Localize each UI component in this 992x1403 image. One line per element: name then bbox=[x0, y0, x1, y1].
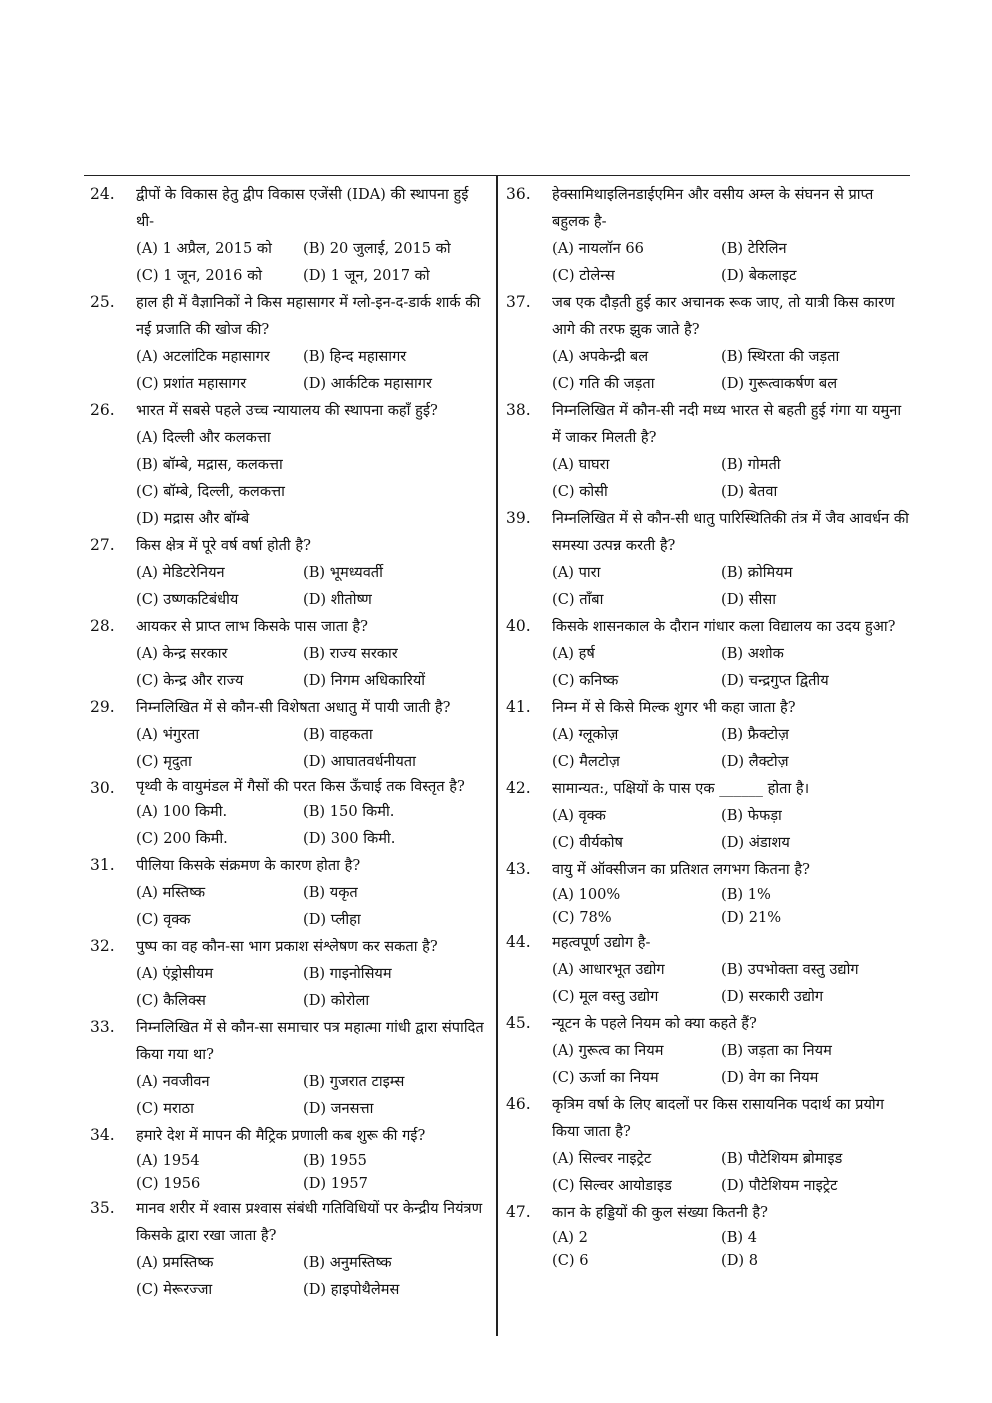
options bbox=[136, 721, 490, 775]
option-d: (D) 21% bbox=[721, 909, 782, 926]
option-c: (C) 1956 bbox=[136, 1175, 201, 1192]
option-a: (A) 1 अप्रैल, 2015 को bbox=[136, 240, 272, 257]
question-number: 40. bbox=[506, 617, 531, 635]
option-d: (D) बेतवा bbox=[721, 483, 778, 500]
option-a: (A) दिल्ली और कलकत्ता bbox=[136, 429, 271, 446]
option-c: (C) कनिष्क bbox=[552, 672, 619, 689]
question-text: निम्नलिखित में से कौन-सा समाचार पत्र महात्मा गांधी द्वारा संपादित किया गया था? bbox=[136, 1019, 484, 1063]
option-d: (D) आर्कटिक महासागर bbox=[303, 375, 432, 392]
question-number: 31. bbox=[90, 856, 115, 874]
option-a: (A) वृक्क bbox=[552, 807, 606, 824]
options bbox=[136, 343, 490, 397]
question-number: 26. bbox=[90, 401, 115, 419]
option-d: (D) हाइपोथैलेमस bbox=[303, 1281, 400, 1298]
option-b: (B) यकृत bbox=[303, 884, 358, 901]
question-text: हमारे देश में मापन की मैट्रिक प्रणाली कब शुरू की गई? bbox=[136, 1127, 426, 1144]
option-b: (B) फ्रैक्टोज़ bbox=[721, 726, 789, 743]
option-d: (D) गुरूत्वाकर्षण बल bbox=[721, 375, 838, 392]
option-c: (C) गति की जड़ता bbox=[552, 375, 655, 392]
option-d: (D) आघातवर्धनीयता bbox=[303, 753, 416, 770]
question-text: मानव शरीर में श्वास प्रश्वास संबंधी गतिविधियों पर केन्द्रीय नियंत्रण किसके द्वारा रखा जाता है? bbox=[136, 1200, 483, 1244]
option-a: (A) 1954 bbox=[136, 1152, 200, 1169]
option-d: (D) अंडाशय bbox=[721, 834, 790, 851]
options bbox=[552, 721, 910, 775]
question-27 bbox=[90, 532, 490, 613]
question-text: किस क्षेत्र में पूरे वर्ष वर्षा होती है? bbox=[136, 537, 311, 554]
option-c: (C) ऊर्जा का नियम bbox=[552, 1069, 659, 1086]
option-b: (B) 1% bbox=[721, 886, 771, 903]
question-34 bbox=[90, 1122, 490, 1195]
options bbox=[136, 1249, 490, 1303]
option-a: (A) ग्लूकोज़ bbox=[552, 726, 619, 743]
option-b: (B) पौटेशियम ब्रोमाइड bbox=[721, 1150, 843, 1167]
options bbox=[136, 1068, 490, 1122]
option-a: (A) गुरूत्व का नियम bbox=[552, 1042, 664, 1059]
question-44 bbox=[506, 929, 910, 1010]
options bbox=[552, 802, 910, 856]
question-text: वायु में ऑक्सीजन का प्रतिशत लगभग कितना है? bbox=[552, 861, 810, 878]
question-number: 47. bbox=[506, 1203, 531, 1221]
question-33 bbox=[90, 1014, 490, 1122]
question-38 bbox=[506, 397, 910, 505]
options bbox=[136, 1149, 490, 1195]
question-text: निम्नलिखित में से कौन-सी धातु पारिस्थितिकी तंत्र में जैव आवर्धन की समस्या उत्पन्न करती है? bbox=[552, 510, 909, 554]
option-b: (B) क्रोमियम bbox=[721, 564, 793, 581]
question-text: सामान्यत:, पक्षियों के पास एक ______ होता है। bbox=[552, 780, 810, 797]
option-b: (B) गाइनोसियम bbox=[303, 965, 392, 982]
option-b: (B) राज्य सरकार bbox=[303, 645, 398, 662]
options bbox=[136, 235, 490, 289]
question-number: 29. bbox=[90, 698, 115, 716]
question-46 bbox=[506, 1091, 910, 1199]
left-column bbox=[90, 181, 490, 1303]
option-b: (B) हिन्द महासागर bbox=[303, 348, 407, 365]
option-c: (C) सिल्वर आयोडाइड bbox=[552, 1177, 672, 1194]
option-a: (A) एंड्रोसीयम bbox=[136, 965, 214, 982]
question-text: भारत में सबसे पहले उच्च न्यायालय की स्थापना कहाँ हुई? bbox=[136, 402, 438, 419]
option-d: (D) मद्रास और बॉम्बे bbox=[136, 510, 250, 527]
question-30 bbox=[90, 775, 490, 852]
option-d: (D) 1957 bbox=[303, 1175, 368, 1192]
option-a: (A) पारा bbox=[552, 564, 601, 581]
options bbox=[136, 960, 490, 1014]
question-text: हाल ही में वैज्ञानिकों ने किस महासागर में ग्लो-इन-द-डार्क शार्क की नई प्रजाति की खोज की? bbox=[136, 294, 481, 338]
question-25 bbox=[90, 289, 490, 397]
options bbox=[552, 1037, 910, 1091]
option-a: (A) 100 किमी. bbox=[136, 803, 228, 820]
question-number: 46. bbox=[506, 1095, 531, 1113]
option-a: (A) मस्तिष्क bbox=[136, 884, 206, 901]
option-d: (D) प्लीहा bbox=[303, 911, 361, 928]
question-text: द्वीपों के विकास हेतु द्वीप विकास एजेंसी (IDA) की स्थापना हुई थी- bbox=[136, 186, 469, 230]
option-a: (A) केन्द्र सरकार bbox=[136, 645, 228, 662]
option-d: (D) लैक्टोज़ bbox=[721, 753, 789, 770]
option-a: (A) आधारभूत उद्योग bbox=[552, 961, 665, 978]
question-number: 24. bbox=[90, 185, 115, 203]
question-text: किसके शासनकाल के दौरान गांधार कला विद्यालय का उदय हुआ? bbox=[552, 618, 896, 635]
option-c: (C) मूल वस्तु उद्योग bbox=[552, 988, 659, 1005]
option-b: (B) उपभोक्ता वस्तु उद्योग bbox=[721, 961, 859, 978]
question-31 bbox=[90, 852, 490, 933]
question-number: 34. bbox=[90, 1126, 115, 1144]
column-divider bbox=[496, 176, 498, 1336]
option-d: (D) सरकारी उद्योग bbox=[721, 988, 824, 1005]
question-number: 45. bbox=[506, 1014, 531, 1032]
question-36 bbox=[506, 181, 910, 289]
option-a: (A) भंगुरता bbox=[136, 726, 200, 743]
question-43 bbox=[506, 856, 910, 929]
option-c: (C) मैलटोज़ bbox=[552, 753, 620, 770]
question-47 bbox=[506, 1199, 910, 1272]
option-c: (C) कैलिक्स bbox=[136, 992, 206, 1009]
option-c: (C) टोलेन्स bbox=[552, 267, 615, 284]
option-a: (A) 100% bbox=[552, 886, 621, 903]
options bbox=[552, 559, 910, 613]
question-number: 38. bbox=[506, 401, 531, 419]
question-number: 43. bbox=[506, 860, 531, 878]
option-b: (B) गुजरात टाइम्स bbox=[303, 1073, 405, 1090]
options bbox=[552, 956, 910, 1010]
option-d: (D) चन्द्रगुप्त द्वितीय bbox=[721, 672, 829, 689]
option-c: (C) 1 जून, 2016 को bbox=[136, 267, 263, 284]
option-d: (D) जनसत्ता bbox=[303, 1100, 374, 1117]
option-b: (B) बॉम्बे, मद्रास, कलकत्ता bbox=[136, 456, 283, 473]
option-d: (D) बेकलाइट bbox=[721, 267, 797, 284]
question-number: 27. bbox=[90, 536, 115, 554]
question-32 bbox=[90, 933, 490, 1014]
option-d: (D) कोरोला bbox=[303, 992, 370, 1009]
option-b: (B) 4 bbox=[721, 1229, 758, 1246]
option-c: (C) बॉम्बे, दिल्ली, कलकत्ता bbox=[136, 483, 285, 500]
option-c: (C) उष्णकटिबंधीय bbox=[136, 591, 239, 608]
option-d: (D) शीतोष्ण bbox=[303, 591, 372, 608]
option-b: (B) 20 जुलाई, 2015 को bbox=[303, 240, 451, 257]
option-b: (B) भूमध्यवर्ती bbox=[303, 564, 383, 581]
question-28 bbox=[90, 613, 490, 694]
question-45 bbox=[506, 1010, 910, 1091]
option-b: (B) 150 किमी. bbox=[303, 803, 395, 820]
question-text: आयकर से प्राप्त लाभ किसके पास जाता है? bbox=[136, 618, 369, 635]
option-a: (A) घाघरा bbox=[552, 456, 610, 473]
option-a: (A) प्रमस्तिष्क bbox=[136, 1254, 214, 1271]
option-d: (D) 1 जून, 2017 को bbox=[303, 267, 430, 284]
question-text: कान के हड्डियों की कुल संख्या कितनी है? bbox=[552, 1204, 768, 1221]
question-text: निम्नलिखित में से कौन-सी विशेषता अधातु में पायी जाती है? bbox=[136, 699, 451, 716]
option-c: (C) वीर्यकोष bbox=[552, 834, 623, 851]
option-c: (C) 6 bbox=[552, 1252, 589, 1269]
option-d: (D) 300 किमी. bbox=[303, 830, 396, 847]
option-b: (B) वाहकता bbox=[303, 726, 373, 743]
option-b: (B) टेरिलिन bbox=[721, 240, 787, 257]
option-c: (C) केन्द्र और राज्य bbox=[136, 672, 244, 689]
question-number: 42. bbox=[506, 779, 531, 797]
options bbox=[136, 640, 490, 694]
option-c: (C) ताँबा bbox=[552, 591, 604, 608]
question-number: 44. bbox=[506, 933, 531, 951]
question-text: पुष्प का वह कौन-सा भाग प्रकाश संश्लेषण कर सकता है? bbox=[136, 938, 438, 955]
option-d: (D) 8 bbox=[721, 1252, 759, 1269]
right-column bbox=[506, 181, 910, 1272]
option-a: (A) अपकेन्द्री बल bbox=[552, 348, 649, 365]
option-c: (C) 200 किमी. bbox=[136, 830, 228, 847]
question-number: 25. bbox=[90, 293, 115, 311]
option-a: (A) नवजीवन bbox=[136, 1073, 210, 1090]
question-number: 30. bbox=[90, 779, 115, 797]
question-24 bbox=[90, 181, 490, 289]
question-text: महत्वपूर्ण उद्योग है- bbox=[552, 934, 651, 951]
question-39 bbox=[506, 505, 910, 613]
option-c: (C) 78% bbox=[552, 909, 612, 926]
question-37 bbox=[506, 289, 910, 397]
question-41 bbox=[506, 694, 910, 775]
question-text: हेक्सामिथाइलिनडाईएमिन और वसीय अम्ल के संघनन से प्राप्त बहुलक है- bbox=[552, 186, 874, 230]
option-c: (C) कोसी bbox=[552, 483, 608, 500]
option-c: (C) वृक्क bbox=[136, 911, 191, 928]
options bbox=[552, 1145, 910, 1199]
question-text: निम्न में से किसे मिल्क शुगर भी कहा जाता है? bbox=[552, 699, 796, 716]
option-b: (B) जड़ता का नियम bbox=[721, 1042, 832, 1059]
question-text: पीलिया किसके संक्रमण के कारण होता है? bbox=[136, 857, 361, 874]
question-number: 41. bbox=[506, 698, 531, 716]
option-b: (B) अशोक bbox=[721, 645, 784, 662]
options bbox=[552, 883, 910, 929]
option-a: (A) हर्ष bbox=[552, 645, 595, 662]
question-number: 36. bbox=[506, 185, 531, 203]
option-d: (D) निगम अधिकारियों bbox=[303, 672, 426, 689]
question-number: 28. bbox=[90, 617, 115, 635]
options bbox=[552, 640, 910, 694]
option-a: (A) नायलॉन 66 bbox=[552, 240, 644, 257]
options bbox=[552, 451, 910, 505]
question-text: पृथ्वी के वायुमंडल में गैसों की परत किस ऊँचाई तक विस्तृत है? bbox=[136, 778, 465, 795]
options bbox=[136, 559, 490, 613]
question-number: 35. bbox=[90, 1199, 115, 1217]
option-d: (D) वेग का नियम bbox=[721, 1069, 819, 1086]
option-b: (B) 1955 bbox=[303, 1152, 367, 1169]
question-35 bbox=[90, 1195, 490, 1303]
option-c: (C) मेरूरज्जा bbox=[136, 1281, 213, 1298]
option-c: (C) मृदुता bbox=[136, 753, 192, 770]
options bbox=[136, 879, 490, 933]
question-number: 32. bbox=[90, 937, 115, 955]
question-26 bbox=[90, 397, 490, 532]
options bbox=[552, 343, 910, 397]
question-number: 37. bbox=[506, 293, 531, 311]
option-c: (C) मराठा bbox=[136, 1100, 194, 1117]
options bbox=[552, 1226, 910, 1272]
option-c: (C) प्रशांत महासागर bbox=[136, 375, 247, 392]
question-text: जब एक दौड़ती हुई कार अचानक रूक जाए, तो यात्री किस कारण आगे की तरफ झुक जाते है? bbox=[552, 294, 895, 338]
question-40 bbox=[506, 613, 910, 694]
option-a: (A) मेडिटरेनियन bbox=[136, 564, 225, 581]
option-b: (B) फेफड़ा bbox=[721, 807, 782, 824]
option-a: (A) 2 bbox=[552, 1229, 588, 1246]
options bbox=[136, 798, 490, 852]
question-29 bbox=[90, 694, 490, 775]
question-number: 33. bbox=[90, 1018, 115, 1036]
question-text: न्यूटन के पहले नियम को क्या कहते हैं? bbox=[552, 1015, 757, 1032]
option-b: (B) स्थिरता की जड़ता bbox=[721, 348, 840, 365]
option-d: (D) पौटेशियम नाइट्रेट bbox=[721, 1177, 838, 1194]
question-number: 39. bbox=[506, 509, 531, 527]
option-a: (A) सिल्वर नाइट्रेट bbox=[552, 1150, 652, 1167]
option-b: (B) अनुमस्तिष्क bbox=[303, 1254, 392, 1271]
question-text: कृत्रिम वर्षा के लिए बादलों पर किस रासायनिक पदार्थ का प्रयोग किया जाता है? bbox=[552, 1096, 884, 1140]
question-42 bbox=[506, 775, 910, 856]
question-text: निम्नलिखित में कौन-सी नदी मध्य भारत से बहती हुई गंगा या यमुना में जाकर मिलती है? bbox=[552, 402, 902, 446]
options bbox=[552, 235, 910, 289]
options bbox=[136, 424, 490, 532]
option-a: (A) अटलांटिक महासागर bbox=[136, 348, 270, 365]
option-b: (B) गोमती bbox=[721, 456, 781, 473]
option-d: (D) सीसा bbox=[721, 591, 777, 608]
